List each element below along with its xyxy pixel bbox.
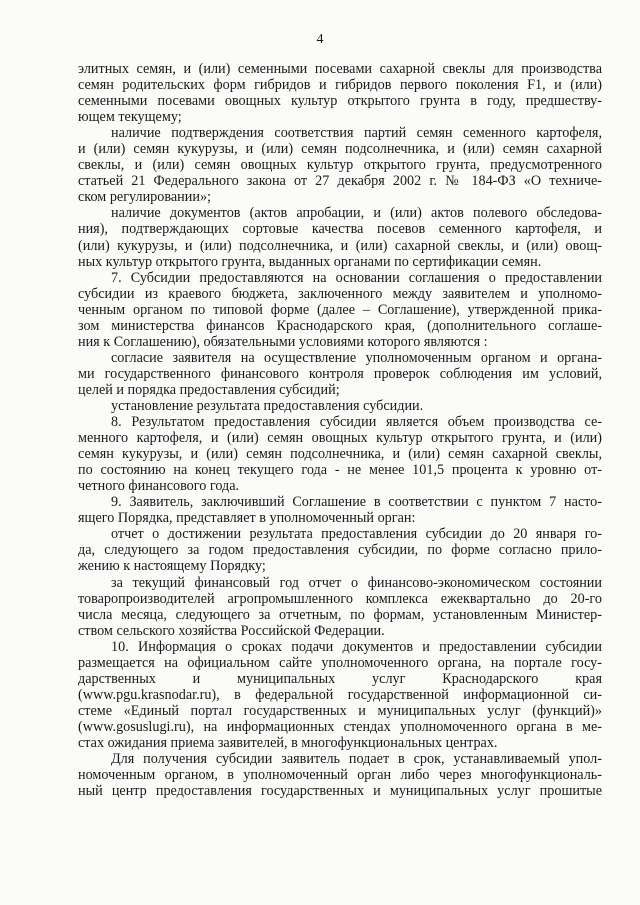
paragraph bbox=[78, 575, 602, 639]
document-body bbox=[78, 61, 602, 799]
text-line: менного картофеля, и (или) семян овощных культур открытого грунта, и (или) bbox=[78, 430, 602, 447]
text-line: ченным органом по типовой форме (далее – Соглашение), утвержденной прика- bbox=[78, 301, 602, 318]
text-line: (www.gosuslugi.ru), на информационных стендах уполномоченного органа в ме- bbox=[78, 718, 602, 735]
text-line: ния к Соглашению), обязательными условиями которого являются : bbox=[78, 333, 488, 350]
paragraph bbox=[78, 350, 602, 398]
text-line: семян родительских форм гибридов и гибридов первого поколения F1, и (или) bbox=[78, 77, 602, 94]
paragraph bbox=[78, 639, 602, 751]
text-line: ми государственного финансового контроля проверок соблюдения им условий, bbox=[78, 365, 602, 382]
text-line: ством сельского хозяйства Российской Федерации. bbox=[78, 622, 385, 639]
text-line: товаропроизводителей агропромышленного комплекса ежеквартально до 20-го bbox=[78, 590, 602, 607]
text-line: размещается на официальном сайте уполномоченного органа, на портале госу- bbox=[78, 654, 602, 671]
paragraph bbox=[78, 751, 602, 799]
text-line: ском регулировании»; bbox=[78, 189, 211, 206]
text-line: субсидии из краевого бюджета, заключенного между заявителем и уполномо- bbox=[78, 285, 602, 302]
text-line: согласие заявителя на осуществление уполномоченным органом и органа- bbox=[111, 349, 602, 366]
text-line: семян кукурузы, и (или) семян подсолнечника, и (или) семян сахарной свеклы, bbox=[78, 446, 602, 463]
paragraph bbox=[78, 414, 602, 494]
text-line: 8. Результатом предоставления субсидии является объем производства се- bbox=[111, 414, 602, 431]
text-line: ных культур открытого грунта, выданных органами по сертификации семян. bbox=[78, 253, 542, 270]
paragraph bbox=[78, 205, 602, 269]
paragraph bbox=[78, 398, 602, 414]
text-line: и (или) семян кукурузы, и (или) семян подсолнечника, и (или) семян сахарной bbox=[78, 141, 602, 158]
text-line: ящего Порядка, представляет в уполномоченный орган: bbox=[78, 510, 416, 527]
text-line: зом министерства финансов Краснодарского края, (дополнительного соглаше- bbox=[78, 317, 602, 334]
text-line: (www.pgu.krasnodar.ru), в федеральной государственной информационной си- bbox=[78, 686, 602, 703]
text-line: целей и порядка предоставления субсидий; bbox=[78, 381, 340, 398]
text-line: ния), подтверждающих сортовые качества посевов семенного картофеля, и bbox=[78, 221, 602, 238]
text-line: наличие подтверждения соответствия партий семян семенного картофеля, bbox=[111, 125, 602, 142]
paragraph bbox=[78, 494, 602, 526]
text-line: 9. Заявитель, заключивший Соглашение в соответствии с пунктом 7 насто- bbox=[111, 494, 602, 511]
text-line: элитных семян, и (или) семенными посевами сахарной свеклы для производства bbox=[78, 61, 602, 77]
text-line: ющем текущему; bbox=[78, 109, 182, 126]
text-line: стеме «Единый портал государственных и муниципальных услуг (функций)» bbox=[78, 702, 602, 719]
text-line: 10. Информация о сроках подачи документов и предоставлении субсидии bbox=[111, 638, 602, 655]
text-line: жению к настоящему Порядку; bbox=[78, 558, 266, 575]
text-line: числа месяца, следующего за отчетным, по формам, установленным Министер- bbox=[78, 606, 602, 623]
text-line: Для получения субсидии заявитель подает в срок, устанавливаемый упол- bbox=[111, 751, 602, 768]
text-line: наличие документов (актов апробации, и (или) актов полевого обследова- bbox=[111, 205, 602, 222]
text-line: четного финансового года. bbox=[78, 478, 240, 495]
text-line: отчет о достижении результата предоставления субсидии до 20 января го- bbox=[111, 526, 602, 543]
text-line: ный центр предоставления государственных и муниципальных услуг прошитые bbox=[78, 783, 602, 800]
paragraph bbox=[78, 526, 602, 574]
text-line: да, следующего за годом предоставления субсидии, по форме согласно прило- bbox=[78, 542, 602, 559]
text-line: дарственных и муниципальных услуг Краснодарского края bbox=[78, 670, 602, 687]
text-line: номоченным органом, в уполномоченный орган либо через многофункциональ- bbox=[78, 767, 602, 784]
paragraph bbox=[78, 61, 602, 125]
text-line: стах ожидания приема заявителей, в многофункциональных центрах. bbox=[78, 734, 498, 751]
paragraph bbox=[78, 270, 602, 350]
paragraph bbox=[78, 125, 602, 205]
text-line: 7. Субсидии предоставляются на основании соглашения о предоставлении bbox=[111, 269, 602, 286]
text-line: по состоянию на конец текущего года - не менее 101,5 процента к уровню от- bbox=[78, 462, 602, 479]
text-line: свеклы, и (или) семян овощных культур открытого грунта, предусмотренного bbox=[78, 157, 602, 174]
page-number: 4 bbox=[316, 32, 324, 47]
text-line: семенными посевами овощных культур открытого грунта в году, предшеству- bbox=[78, 93, 602, 110]
text-line: установление результата предоставления субсидии. bbox=[111, 397, 424, 414]
text-line: за текущий финансовый год отчет о финансово-экономическом состоянии bbox=[111, 574, 602, 591]
text-line: (или) кукурузы, и (или) подсолнечника, и (или) сахарной свеклы, и (или) овощ- bbox=[78, 237, 602, 254]
text-line: статьей 21 Федерального закона от 27 декабря 2002 г. № 184-ФЗ «О техниче- bbox=[78, 173, 602, 190]
